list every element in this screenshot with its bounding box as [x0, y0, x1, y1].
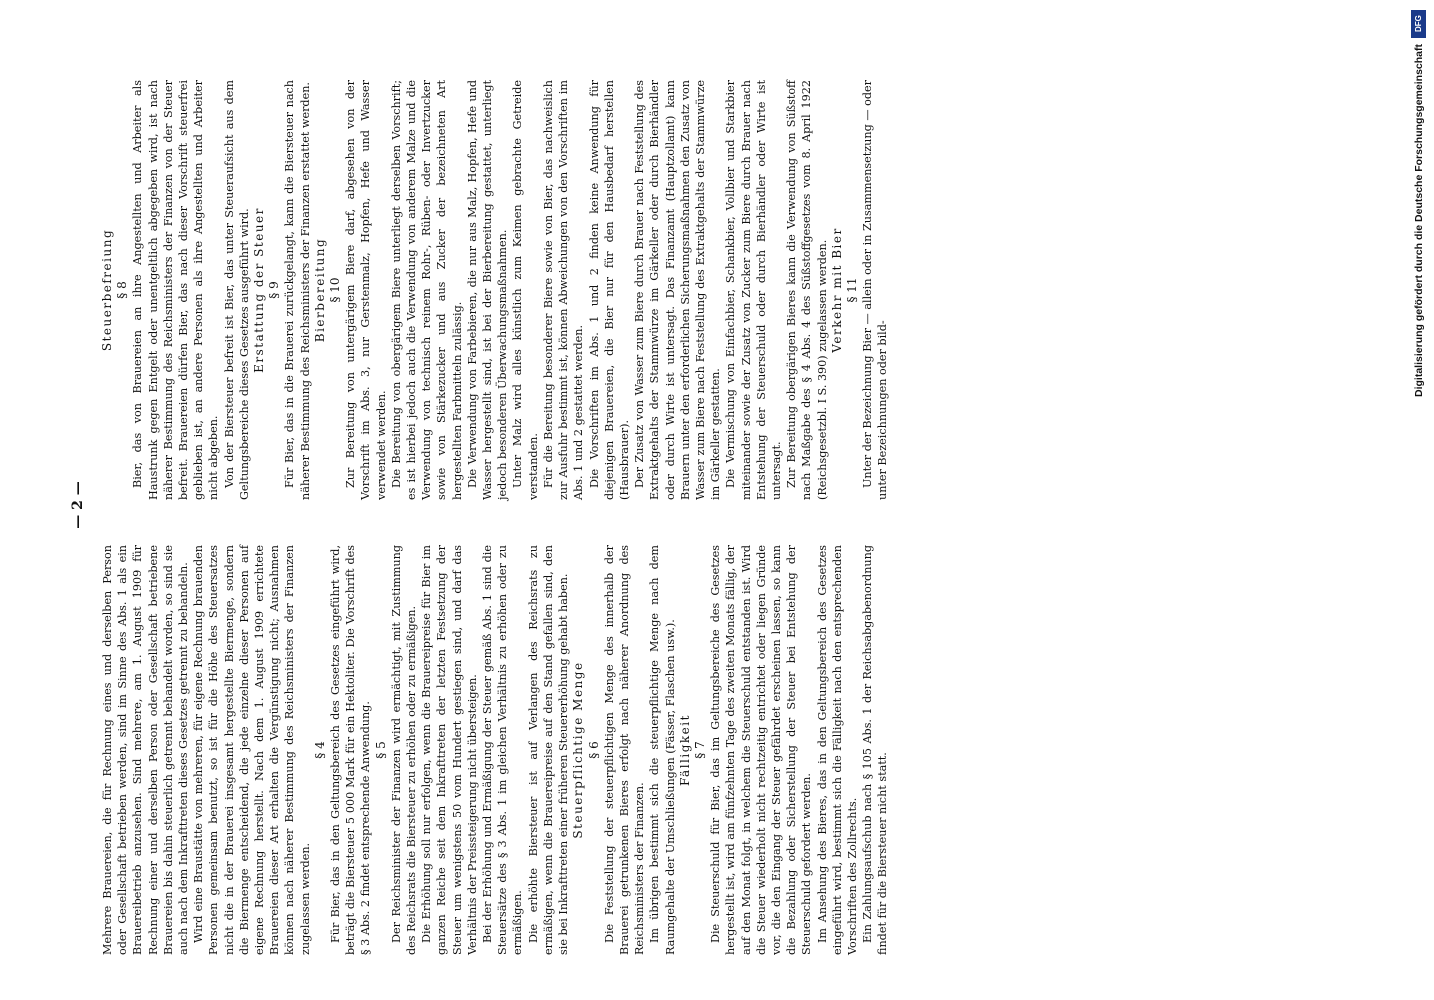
paragraph: Wird eine Braustätte von mehreren, für eigene Rechnung brauenden Personen gemeinsam benutzt, so ist für die Höhe des Steuersatzes nicht die in der Brauerei insgesamt hergestellte Biermenge, sondern die Biermenge entscheidend, die jede einzelne dieser Personen auf eigene Rechnung herstellt. Nach dem 1. August 1909 errichtete Brauereien dieser Art erhalten die Vergünstigung nicht; Ausnahmen können nach näherer Bestimmung des Reichsministers der Finanzen zugelassen werden.: [192, 545, 312, 955]
paragraph: Mehrere Brauereien, die für Rechnung eines und derselben Person oder Gesellschaft betrieben werden, sind im Sinne des Abs. 1 als ein Brauereibetrieb anzusehen. Sind mehrere, am 1. August 1909 für Rechnung einer und derselben Person oder Gesellschaft betriebene Brauereien bis dahin steuerlich getrennt behandelt worden, so sind sie auch nach dem Inkrafttreten dieses Gesetzes getrennt zu behandeln.: [101, 545, 191, 955]
section-number: § 5: [373, 741, 388, 759]
section-number: § 10: [328, 277, 343, 303]
paragraph: Ein Zahlungsaufschub nach § 105 Abs. 1 der Reichsabgabenordnung findet für die Biersteuer nicht statt.: [861, 545, 890, 955]
rotated-content: [70, 45, 1370, 975]
paragraph: Für die Bereitung besonderer Biere sowie von Bier, das nachweislich zur Ausfuhr bestimmt ist, können Abweichungen von den Vorschriften im Abs. 1 und 2 gestattet werden.: [541, 80, 586, 500]
section-number: § 6: [586, 741, 601, 759]
section-heading: Bierbereitung: [312, 237, 327, 343]
right-column: [100, 80, 891, 500]
paragraph: Die erhöhte Biersteuer ist auf Verlangen des Reichsrats zu ermäßigen, wenn die Brauereipreise auf den Stand gefallen sind, den sie bei Inkrafttreten einer früheren Steuererhöhung gehabt haben.: [526, 545, 571, 955]
paragraph: Die Erhöhung soll nur erfolgen, wenn die Brauereipreise für Bier im ganzen Reiche seit dem Inkrafttreten der letzten Festsetzung der Steuer um wenigstens 50 vom Hundert gestiegen sind, und darf das Verhältnis der Preissteigerung nicht übersteigen.: [420, 545, 479, 955]
section-heading: Verkehr mit Bier: [829, 227, 844, 353]
paragraph: Bier, das von Brauereien an ihre Angestellten und Arbeiter als Haustrunk gegen Entgelt oder unentgeltlich abgegeben wird, ist nach näherer Bestimmung des Reichsministers der Finanzen von der Steuer befreit. Brauereien dürfen Bier, das nach dieser Vorschrift steuerfrei geblieben ist, an andere Personen als ihre Angestellten und Arbeiter nicht abgeben.: [131, 80, 221, 500]
paragraph: Unter der Bezeichnung Bier — allein oder in Zusammensetzung — oder unter Bezeichnungen oder bild-: [861, 80, 890, 500]
section-heading: Steuerpflichtige Menge: [571, 661, 586, 839]
paragraph: Bei der Erhöhung und Ermäßigung der Steuer gemäß Abs. 1 sind die Steuersätze des § 3 Abs. 1 im gleichen Verhältnis zu erhöhen oder zu ermäßigen.: [481, 545, 525, 955]
paragraph: Der Zusatz von Wasser zum Biere durch Brauer nach Feststellung des Extraktgehalts der Stammwürze im Gärkeller oder durch Bierhändler oder durch Wirte ist untersagt. Das Finanzamt (Hauptzollamt) kann Brauern unter den erforderlichen Sicherungsmaßnahmen den Zusatz von Wasser zum Biere nach Feststellung des Extraktgehalts der Stammwürze im Gärkeller gestatten.: [633, 80, 723, 500]
paragraph: Die Feststellung der steuerpflichtigen Menge des innerhalb der Brauerei getrunkenen Bieres erfolgt nach näherer Anordnung des Reichsministers der Finanzen.: [602, 545, 647, 955]
paragraph: Zur Bereitung von untergärigem Biere darf, abgesehen von der Vorschrift im Abs. 3, nur Gerstenmalz, Hopfen, Hefe und Wasser verwendet werden.: [344, 80, 388, 500]
paragraph: Zur Bereitung obergärigen Bieres kann die Verwendung von Süßstoff nach Maßgabe des § 4 Abs. 4 des Süßstoffgesetzes vom 8. April 1922 (Reichsgesetzbl. I S. 390) zugelassen werden.: [785, 80, 829, 500]
paragraph: Die Steuerschuld für Bier, das im Geltungsbereiche des Gesetzes hergestellt ist, wird am fünfzehnten Tage des zweiten Monats fällig, der auf den Monat folgt, in welchem die Steuerschuld entstanden ist. Wird die Steuer wiederholt nicht rechtzeitig entrichtet oder liegen Gründe vor, die den Eingang der Steuer gefährdet erscheinen lassen, so kann die Bezahlung oder Sicherstellung der Steuer bei Entstehung der Steuerschuld gefordert werden.: [709, 545, 814, 955]
paragraph: Der Reichsminister der Finanzen wird ermächtigt, mit Zustimmung des Reichsrats die Biersteuer zu erhöhen oder zu ermäßigen.: [389, 545, 419, 955]
paragraph: Im Ansehung des Bieres, das in den Geltungsbereich des Gesetzes eingeführt wird, bestimmt sich die Fälligkeit nach den entsprechenden Vorschriften des Zollrechts.: [815, 545, 859, 955]
paragraph: Die Vorschriften im Abs. 1 und 2 finden keine Anwendung für diejenigen Brauereien, die Bier nur für den Hausbedarf herstellen (Hausbrauer).: [587, 80, 631, 500]
paragraph: Unter Malz wird alles künstlich zum Keimen gebrachte Getreide verstanden.: [511, 80, 540, 500]
section-number: § 8: [115, 281, 130, 299]
section-number: § 7: [692, 741, 707, 759]
left-column: [100, 545, 891, 955]
page-number: — 2 —: [70, 481, 86, 529]
section-heading: Erstattung der Steuer: [252, 207, 267, 373]
section-number: § 9: [267, 281, 282, 299]
paragraph: Die Vermischung von Einfachbier, Schankbier, Vollbier und Starkbier miteinander sowie der Zusatz von Zucker zum Biere durch Brauer nach Entstehung der Steuerschuld oder durch Bierhändler oder Wirte ist untersagt.: [724, 80, 783, 500]
section-number: § 11: [844, 277, 859, 303]
paragraph: Die Bereitung von obergärigem Biere unterliegt derselben Vorschrift; es ist hierbei jedoch auch die Verwendung von anderem Malze und die Verwendung von technisch reinem Rohr-, Rüben- oder Invertzucker sowie von Stärkezucker und aus Zucker der bezeichneten Art hergestellten Farbmitteln zulässig.: [389, 80, 464, 500]
section-heading: Fälligkeit: [677, 714, 692, 786]
section-heading: Steuerbefreiung: [100, 228, 114, 352]
section-number: § 4: [312, 741, 327, 759]
paragraph: Im übrigen bestimmt sich die steuerpflichtige Menge nach dem Raumgehalte der Umschließungen (Fässer, Flaschen usw.).: [648, 545, 677, 955]
paragraph: Für Bier, das in den Geltungsbereich des Gesetzes eingeführt wird, beträgt die Biersteuer 5 000 Mark für ein Hektoliter. Die Vorschrift des § 3 Abs. 2 findet entsprechende Anwendung.: [329, 545, 373, 955]
paragraph: Für Bier, das in die Brauerei zurückgelangt, kann die Biersteuer nach näherer Bestimmung des Reichsministers der Finanzen erstattet werden.: [283, 80, 312, 500]
sidebar: [1400, 0, 1434, 1000]
paragraph: Von der Biersteuer befreit ist Bier, das unter Steueraufsicht aus dem Geltungsbereiche dieses Gesetzes ausgeführt wird.: [222, 80, 251, 500]
paragraph: Die Verwendung von Farbebieren, die nur aus Malz, Hopfen, Hefe und Wasser hergestellt sind, ist bei der Bierbereitung gestattet, unterliegt jedoch besonderen Überwachungsmaßnahmen.: [465, 80, 510, 500]
sidebar-credit: Digitalisierung gefördert durch die Deutsche Forschungsgemeinschaft: [1413, 44, 1425, 397]
dfg-logo: DFG: [1411, 10, 1426, 38]
